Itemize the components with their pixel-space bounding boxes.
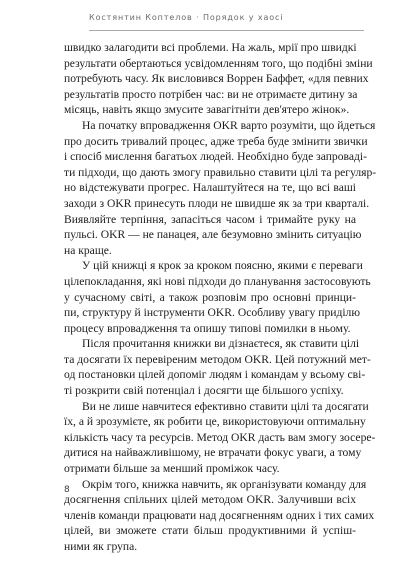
page-number: 8 [64, 485, 70, 495]
text-line: Після прочитання книжки ви дізнаєтеся, як ставити цілі [82, 337, 360, 351]
text-line: про досить тривалий процес, адже треба буде змінити звички [64, 134, 368, 148]
text-line: дитися на найважливішому, не втрачати фокус уваги, а тому [64, 446, 362, 460]
text-line: та досягати їх перевіреним методом OKR. Цей потужний мет- [64, 352, 371, 366]
text-line: результатів просто потрібен час: ви не отримаєте дитину за [64, 87, 358, 101]
text-line: потребують часу. Як висловився Воррен Баффет, «для певних [64, 72, 369, 86]
paragraph-2 [64, 118, 377, 258]
text-line: кількість часу та ресурсів. Метод OKR дасть вам змогу зосере- [64, 430, 376, 444]
text-line: результати обертаються усвідомленням того, що подібні зміни [64, 56, 373, 70]
text-line: цілепокладання, які нові підходи до планування застосовують [64, 274, 371, 288]
text-line: досягнення спільних цілей методом OKR. Залучивши всіх [64, 493, 356, 507]
text-line: у сучасному світі, а також розповім про основні принци- [64, 290, 356, 304]
text-line: од постановки цілей допоміг людям і командам у всьому сві- [64, 368, 366, 382]
text-line: їх, а й зрозумієте, як робити це, використовуючи оптимальну [64, 415, 366, 429]
paragraph-4 [64, 336, 371, 398]
text-line: У цій книжці я крок за кроком поясню, якими є переваги [82, 259, 363, 273]
text-line: і спосіб мислення багатьох людей. Необхідно буде запроваді- [64, 150, 367, 164]
text-line: Окрім того, книжка навчить, як організувати команду для [82, 477, 367, 491]
paragraph-1 [64, 40, 373, 118]
header-rule [89, 30, 364, 31]
text-line: цілей, ви зможете стати більш продуктивними й успіш- [64, 524, 356, 538]
running-header: Костянтин Коптелов · Порядок у хаосі [89, 13, 284, 22]
text-line: Ви не лише навчитеся ефективно ставити цілі та досягати [82, 399, 369, 413]
text-line: Виявляйте терпіння, запасіться часом і тримайте руку на [64, 212, 356, 226]
text-line: ними як група. [64, 540, 138, 553]
body-text [64, 40, 377, 555]
text-line: на краще. [64, 243, 112, 257]
text-line: членів команди працювати над досягненням одних і тих самих [64, 508, 375, 522]
text-line: пи, структуру й інструменти OKR. Особливу увагу приділю [64, 306, 361, 320]
paragraph-5 [64, 399, 376, 477]
text-line: отримати більше за менший проміжок часу. [64, 462, 280, 476]
text-line: місяць, навіть якщо змусите завагітніти дев'ятеро жінок». [64, 103, 350, 117]
text-line: заходи з OKR принесуть плоди не швидше як за три кварталі. [64, 196, 370, 210]
text-line: но відстежувати прогрес. Налаштуйтеся на те, що всі ваші [64, 181, 356, 195]
text-line: пульсі. OKR — не панацея, але безумовно змінить ситуацію [64, 228, 362, 242]
text-line: ти підходи, що дають змогу правильно ставити цілі та регуляр- [64, 165, 377, 179]
text-line: швидко залагодити всі проблеми. На жаль, мрії про швидкі [64, 41, 357, 54]
text-line: На початку впровадження OKR варто розуміти, що йдеться [82, 118, 376, 132]
text-line: процесу впровадження та опишу типові помилки в ньому. [64, 321, 351, 335]
paragraph-3 [64, 258, 371, 336]
paragraph-6 [64, 477, 375, 555]
text-line: ті розкрити свій потенціал і досягти ще більшого успіху. [64, 384, 344, 398]
